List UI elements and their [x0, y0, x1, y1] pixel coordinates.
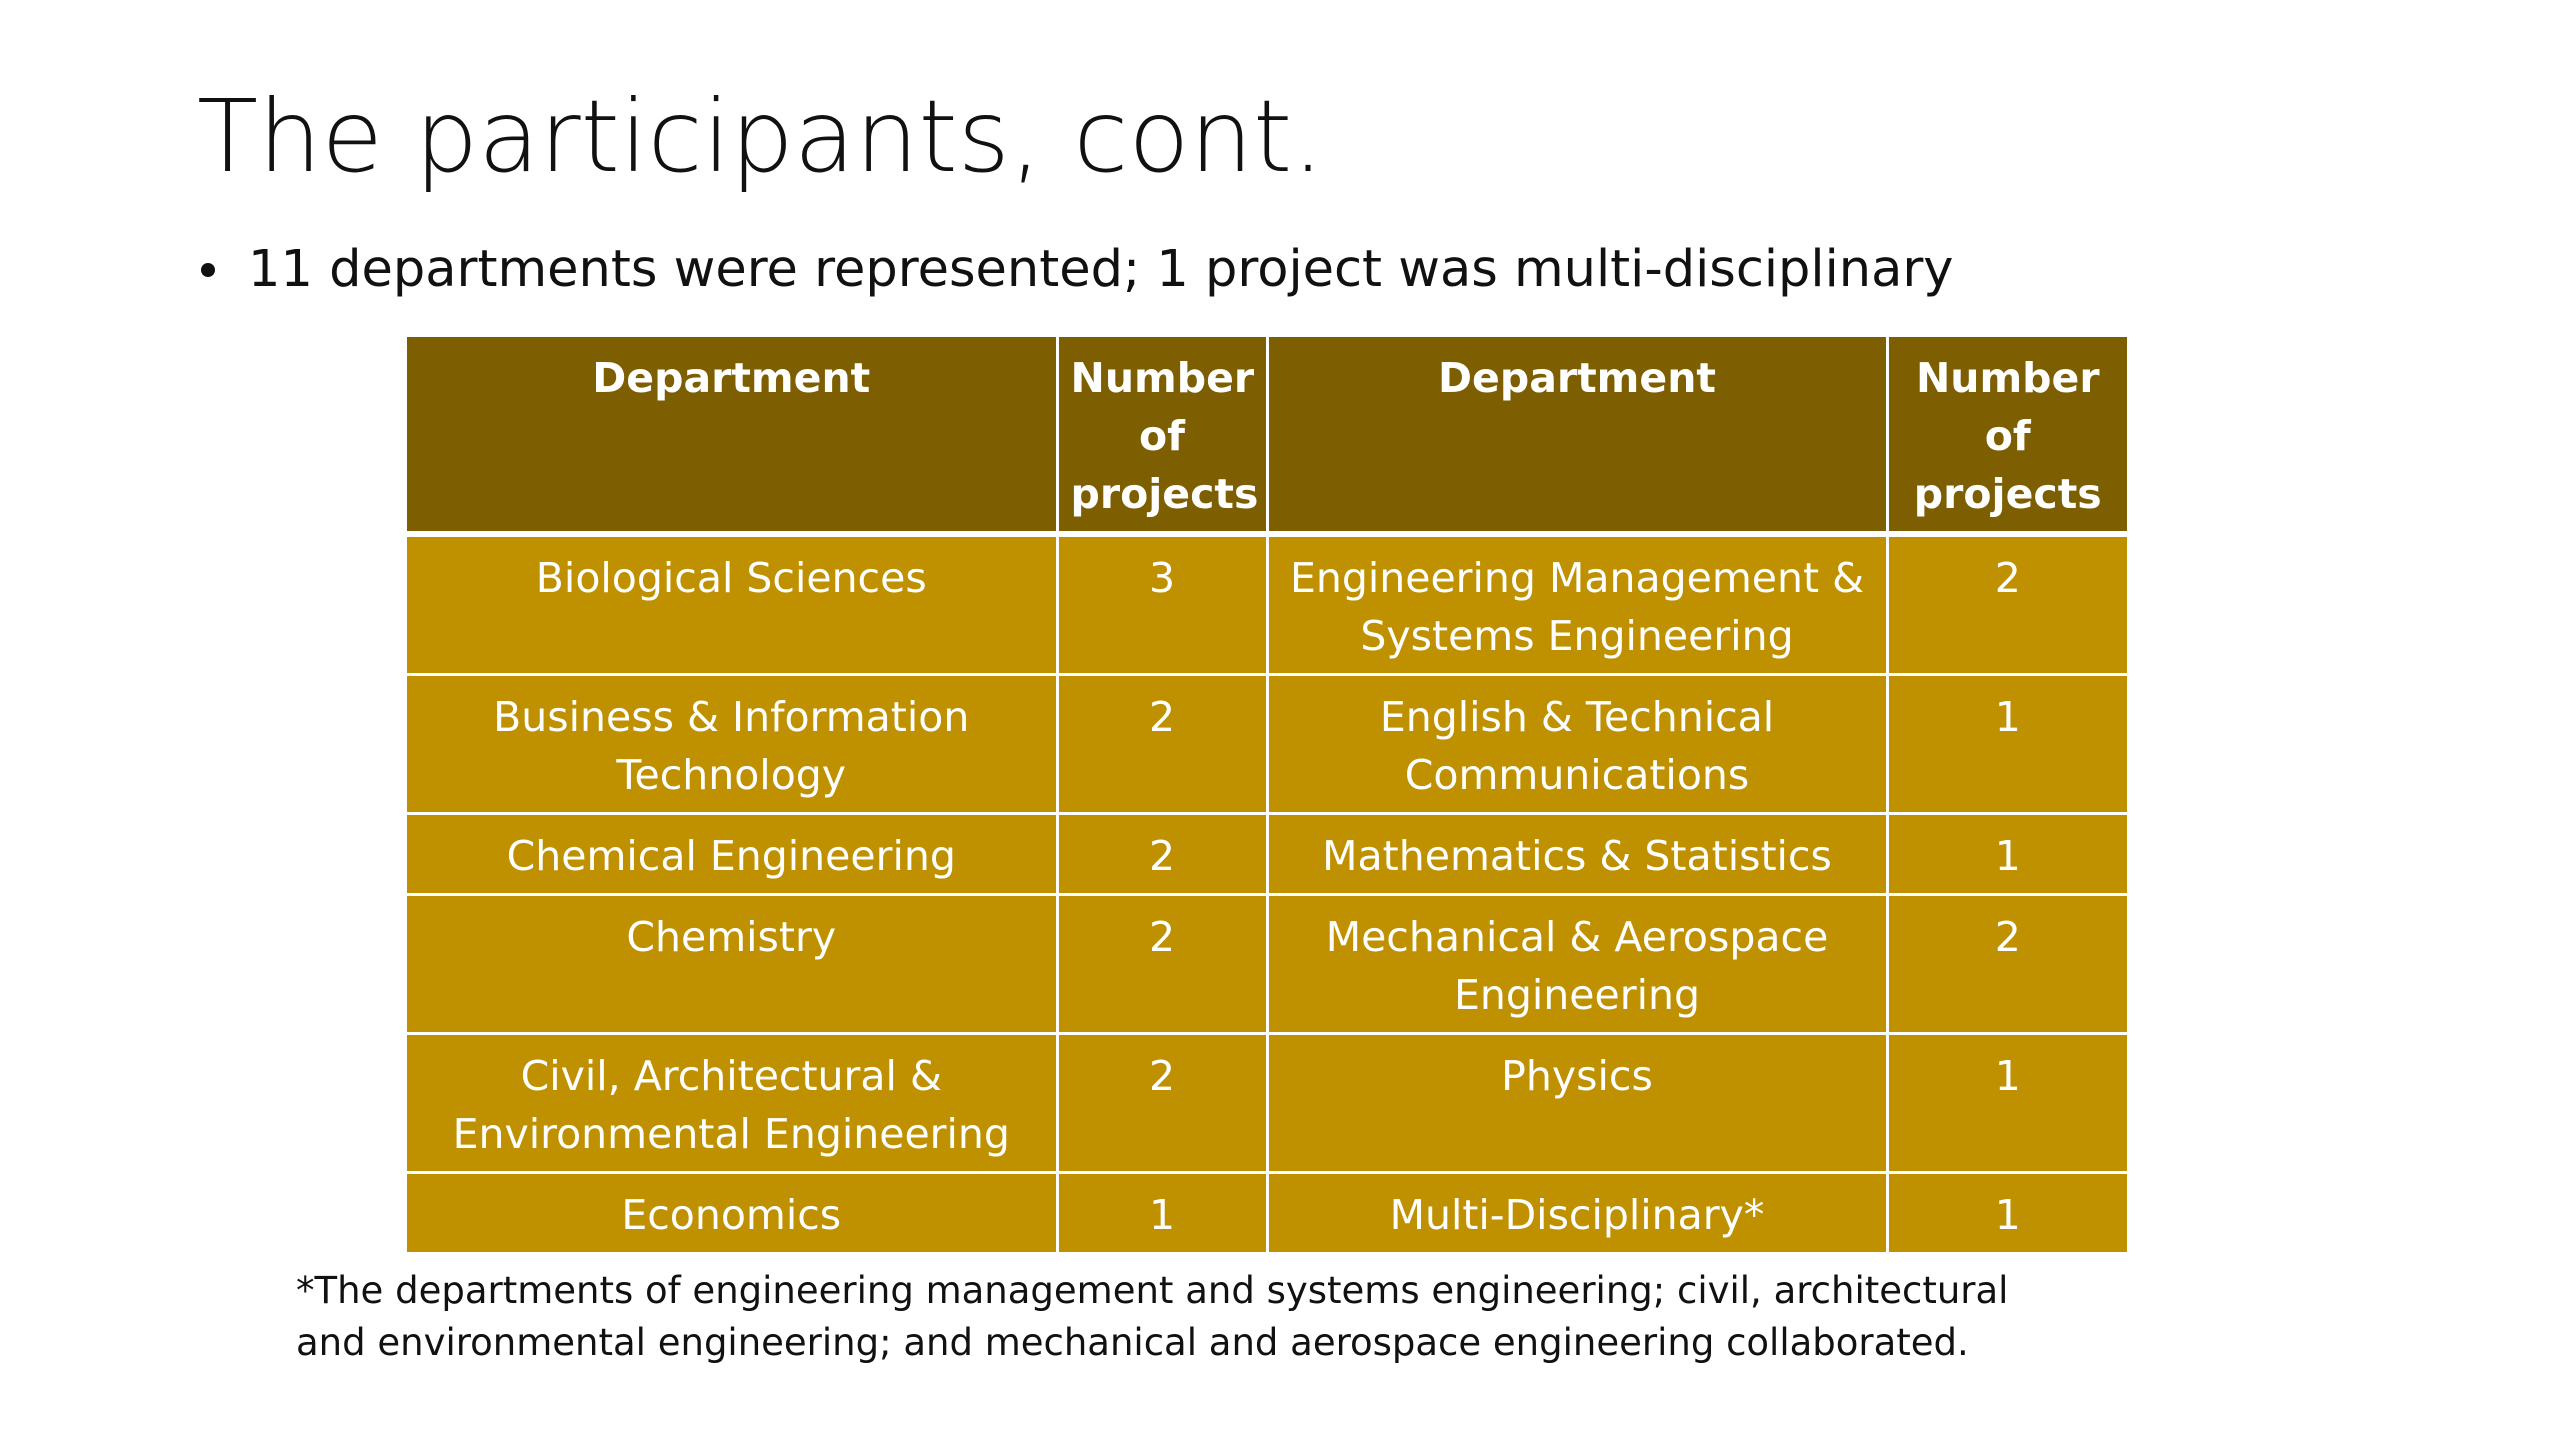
cell-count-right: 1	[1887, 814, 2127, 895]
header-department-right: Department	[1267, 337, 1887, 534]
footnote: *The departments of engineering management and systems engineering; civil, architectural and environmental engineering; and mechanical and aerospace engineering collaborated.	[296, 1269, 2009, 1364]
departments-table-container	[407, 337, 2127, 1252]
cell-department-right: Multi-Disciplinary*	[1267, 1173, 1887, 1253]
table-row	[407, 1034, 2127, 1173]
cell-department-left: Business & Information Technology	[407, 675, 1057, 814]
cell-count-right: 1	[1887, 1173, 2127, 1253]
cell-department-right: Mathematics & Statistics	[1267, 814, 1887, 895]
cell-department-right: English & Technical Communications	[1267, 675, 1887, 814]
cell-count-left: 2	[1057, 1034, 1267, 1173]
departments-table	[407, 337, 2127, 1252]
cell-department-left: Civil, Architectural & Environmental Engineering	[407, 1034, 1057, 1173]
table-row	[407, 814, 2127, 895]
cell-count-right: 2	[1887, 534, 2127, 675]
header-count-right: Number of projects	[1887, 337, 2127, 534]
cell-count-left: 1	[1057, 1173, 1267, 1253]
cell-department-left: Chemistry	[407, 895, 1057, 1034]
cell-department-left: Biological Sciences	[407, 534, 1057, 675]
header-count-left: Number of projects	[1057, 337, 1267, 534]
table-row	[407, 1173, 2127, 1253]
cell-department-left: Chemical Engineering	[407, 814, 1057, 895]
slide-title: The participants, cont.	[197, 78, 1324, 195]
header-department-left: Department	[407, 337, 1057, 534]
cell-count-left: 2	[1057, 814, 1267, 895]
cell-count-right: 1	[1887, 1034, 2127, 1173]
table-header-row	[407, 337, 2127, 534]
bullet-dot-icon	[201, 263, 215, 277]
cell-count-right: 2	[1887, 895, 2127, 1034]
table-row	[407, 675, 2127, 814]
cell-count-left: 2	[1057, 895, 1267, 1034]
cell-department-right: Physics	[1267, 1034, 1887, 1173]
cell-department-right: Engineering Management & Systems Engineering	[1267, 534, 1887, 675]
cell-department-left: Economics	[407, 1173, 1057, 1253]
table-row	[407, 895, 2127, 1034]
table-row	[407, 534, 2127, 675]
cell-count-left: 2	[1057, 675, 1267, 814]
bullet-point	[197, 235, 1954, 305]
cell-department-right: Mechanical & Aerospace Engineering	[1267, 895, 1887, 1034]
bullet-text: 11 departments were represented; 1 project was multi-disciplinary	[248, 240, 1954, 299]
cell-count-right: 1	[1887, 675, 2127, 814]
cell-count-left: 3	[1057, 534, 1267, 675]
